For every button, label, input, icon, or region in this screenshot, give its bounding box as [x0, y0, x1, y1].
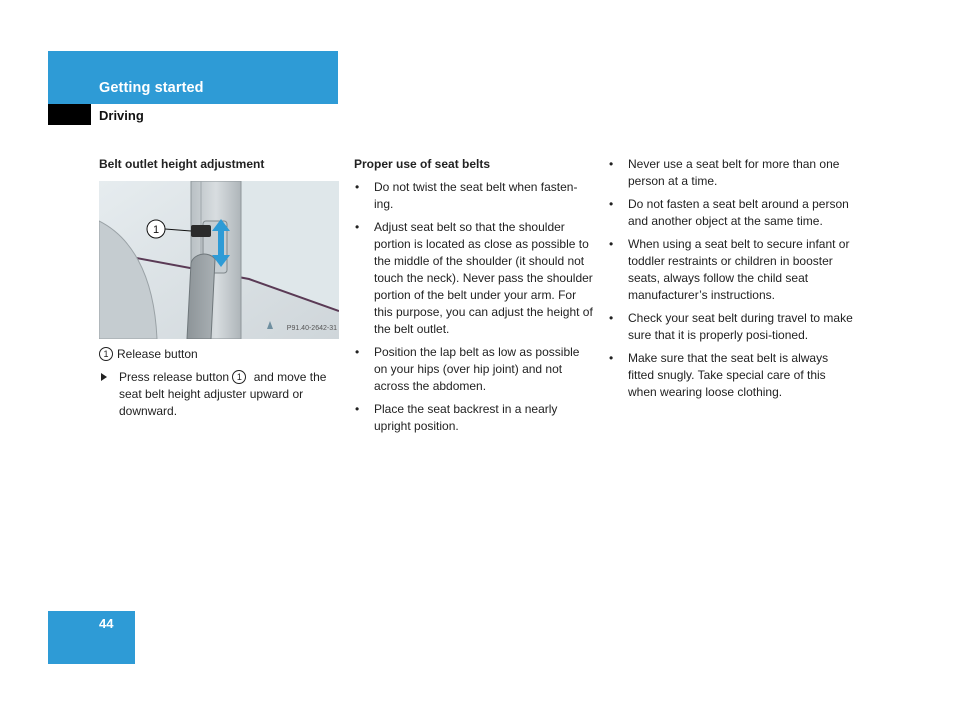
figure-callout: 1 — [152, 224, 160, 236]
page-number-box — [48, 611, 135, 664]
proper-use-list — [354, 179, 596, 435]
belt-outlet-illustration — [99, 181, 339, 339]
instruction-text-before: Press release button — [119, 370, 233, 384]
list-item: • Make sure that the seat belt is always fitted snugly. Take special care of this when wearing loose clothing. — [608, 350, 854, 401]
list-item: • Check your seat belt during travel to make sure that it is properly posi-tioned. — [608, 310, 854, 344]
instruction-arrow-icon — [101, 373, 107, 381]
safety-notes-list — [608, 156, 854, 401]
figure-code: P91.40-2642-31 — [286, 325, 337, 332]
section-title: Driving — [99, 108, 144, 123]
list-item: • Position the lap belt as low as possible on your hips (over hip joint) and not across the abdomen. — [354, 344, 596, 395]
caption-callout: 1 — [99, 347, 113, 361]
list-item: • Never use a seat belt for more than one person at a time. — [608, 156, 854, 190]
page-number: 44 — [99, 616, 114, 631]
list-item: • Adjust seat belt so that the shoulder portion is located as close as possible to the middle of the shoulder (it should not touch the neck). Never pass the shoulder portion of the belt under your arm. For this purpose, you can adjust the height of the belt outlet. — [354, 219, 596, 338]
list-item: • Do not fasten a seat belt around a person and another object at the same time. — [608, 196, 854, 230]
column-belt-outlet — [99, 156, 341, 420]
adjust-instruction — [99, 369, 341, 420]
proper-use-heading: Proper use of seat belts — [354, 157, 491, 171]
list-item: • When using a seat belt to secure infant or toddler restraints or children in booster seats, always follow the child seat manufacturer’s instructions. — [608, 236, 854, 304]
instruction-text-after: and move the seat belt height adjuster upward or downward. — [119, 370, 327, 418]
list-item: • Place the seat backrest in a nearly upright position. — [354, 401, 596, 435]
chapter-header-bar — [48, 51, 338, 104]
list-item: • Do not twist the seat belt when fasten-ing. — [354, 179, 596, 213]
caption-text: Release button — [117, 347, 198, 361]
figure-caption — [99, 346, 341, 363]
section-marker — [48, 104, 91, 125]
column-safety-notes — [608, 156, 854, 407]
column-proper-use — [354, 156, 596, 441]
belt-outlet-heading: Belt outlet height adjustment — [99, 157, 265, 171]
belt-outlet-figure — [99, 181, 339, 339]
chapter-title: Getting started — [99, 80, 204, 96]
instruction-callout: 1 — [232, 370, 246, 384]
